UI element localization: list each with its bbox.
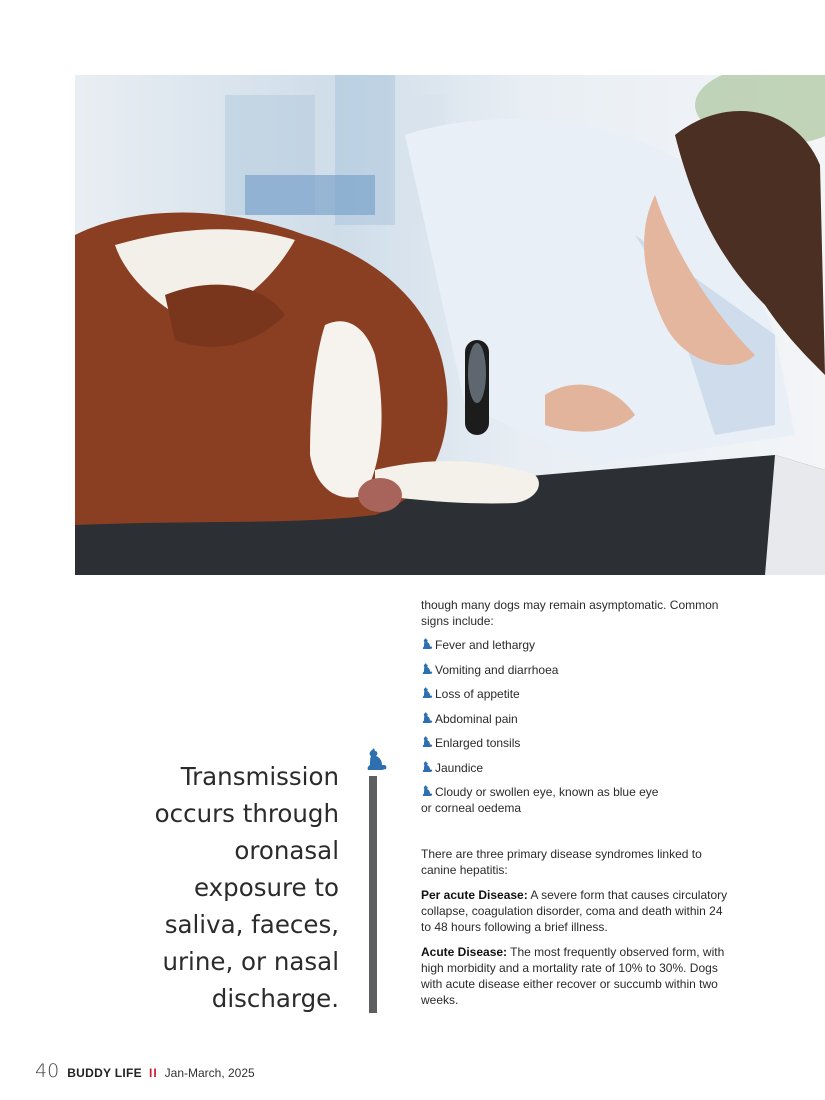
hero-photo — [75, 75, 825, 575]
list-item — [421, 637, 731, 653]
issue-date: Jan-March, 2025 — [164, 1066, 255, 1080]
page-footer — [35, 1060, 255, 1082]
sitting-dog-icon — [421, 761, 433, 773]
pull-quote-line: occurs through — [154, 799, 339, 828]
sitting-dog-icon — [421, 663, 433, 675]
list-item-text: Loss of appetite — [435, 687, 520, 701]
list-item-text: or corneal oedema — [421, 801, 522, 815]
sitting-dog-icon — [421, 638, 433, 650]
list-item — [421, 711, 731, 727]
sitting-dog-icon — [421, 736, 433, 748]
footer-separator: II — [148, 1066, 158, 1080]
pull-quote-line: discharge. — [211, 984, 339, 1013]
syndromes-intro: There are three primary disease syndromes linked to canine hepatitis: — [421, 847, 702, 877]
decorative-vertical-bar — [369, 776, 377, 1013]
pull-quote-line: Transmission — [180, 762, 339, 791]
intro-paragraph: though many dogs may remain asymptomatic. Common signs include: — [421, 598, 719, 628]
sitting-dog-icon — [421, 712, 433, 724]
acute-term: Acute Disease: — [421, 945, 508, 959]
list-item-text: Jaundice — [435, 760, 484, 775]
list-item — [421, 760, 731, 776]
list-item-text: Fever and lethargy — [435, 638, 536, 652]
list-item-text: Cloudy or swollen eye, known as blue eye — [435, 785, 659, 799]
pull-quote — [120, 758, 339, 1017]
article-column — [421, 597, 731, 1017]
acute-text: The most frequently observed form, with high morbidity and a mortality rate of 10% to 30%. Dogs with acute disease either recover or succumb within two weeks. — [421, 945, 725, 1007]
list-item — [421, 662, 731, 678]
sitting-dog-icon — [364, 748, 388, 777]
acute-definition — [421, 944, 731, 1008]
sitting-dog-icon — [421, 687, 433, 699]
peracute-text: A severe form that causes circulatory collapse, coagulation disorder, coma and death within 24 to 48 hours following a brief illness. — [421, 888, 728, 934]
pull-quote-line: oronasal — [234, 836, 339, 865]
list-item-text: Enlarged tonsils — [435, 736, 521, 750]
pull-quote-line: urine, or nasal — [162, 947, 339, 976]
list-item-text: Vomiting and diarrhoea — [435, 662, 559, 677]
peracute-term: Per acute Disease: — [421, 888, 528, 902]
list-item — [421, 735, 731, 751]
list-item-text: Abdominal pain — [435, 711, 518, 726]
magazine-name: BUDDY LIFE — [67, 1066, 142, 1080]
vet-examining-dog-illustration — [75, 75, 825, 575]
sitting-dog-icon — [421, 785, 433, 797]
page-number: 40 — [35, 1060, 60, 1082]
pull-quote-line: exposure to — [194, 873, 339, 902]
list-item — [421, 686, 731, 702]
signs-list — [421, 637, 731, 816]
peracute-definition — [421, 887, 731, 935]
list-item — [421, 784, 731, 816]
pull-quote-line: saliva, faeces, — [164, 910, 339, 939]
